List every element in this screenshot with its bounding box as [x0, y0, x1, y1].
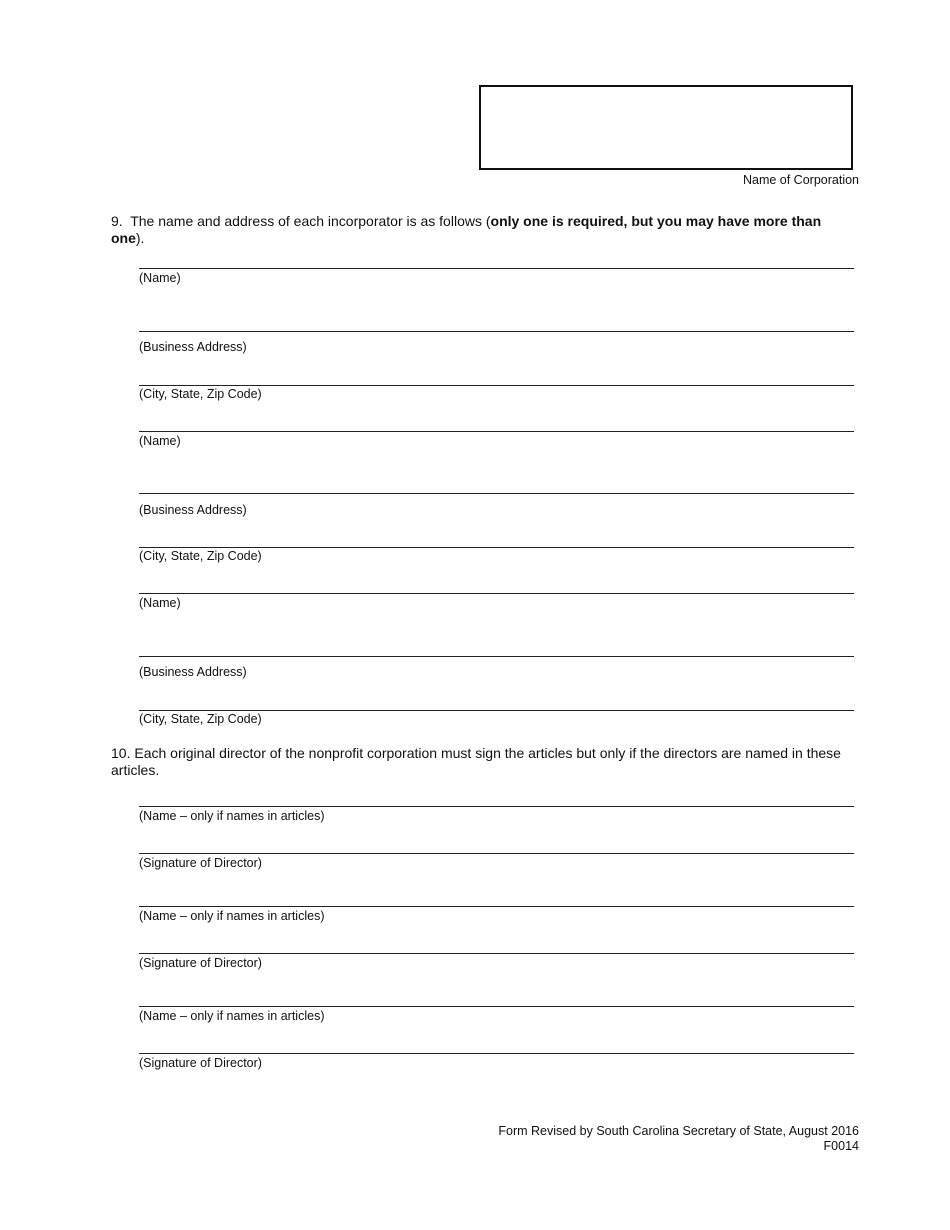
director-2-name-line[interactable]	[139, 906, 854, 907]
incorporator-2-city-line[interactable]	[139, 547, 854, 548]
director-3-signature-label: (Signature of Director)	[139, 1056, 262, 1070]
director-1-signature-line[interactable]	[139, 853, 854, 854]
section-9-instructions	[111, 213, 851, 247]
incorporator-1-city-label: (City, State, Zip Code)	[139, 387, 262, 401]
incorporator-1-name-label: (Name)	[139, 271, 181, 285]
form-footer	[498, 1124, 859, 1154]
section-10-instructions: 10. Each original director of the nonprofit corporation must sign the articles but only if the directors are named in these articles.	[111, 745, 841, 778]
incorporator-2-name-line[interactable]	[139, 431, 854, 432]
director-2-signature-label: (Signature of Director)	[139, 956, 262, 970]
incorporator-3-name-line[interactable]	[139, 593, 854, 594]
incorporator-3-address-line[interactable]	[139, 656, 854, 657]
section-9-bold-text: only one is required, but you may have more than one	[111, 213, 822, 246]
incorporator-2-name-label: (Name)	[139, 434, 181, 448]
director-1-name-line[interactable]	[139, 806, 854, 807]
incorporator-1-city-line[interactable]	[139, 385, 854, 386]
incorporator-1-address-label: (Business Address)	[139, 340, 247, 354]
corporation-name-box[interactable]	[479, 85, 853, 170]
incorporator-3-name-label: (Name)	[139, 596, 181, 610]
corporation-name-label: Name of Corporation	[742, 173, 859, 187]
section-9-number: 9.	[111, 213, 123, 229]
director-3-signature-line[interactable]	[139, 1053, 854, 1054]
incorporator-3-address-label: (Business Address)	[139, 665, 247, 679]
incorporator-2-address-label: (Business Address)	[139, 503, 247, 517]
incorporator-2-city-label: (City, State, Zip Code)	[139, 549, 262, 563]
incorporator-3-city-label: (City, State, Zip Code)	[139, 712, 262, 726]
director-3-name-line[interactable]	[139, 1006, 854, 1007]
section-9-text: The name and address of each incorporator is as follows (	[130, 213, 491, 229]
section-9-text-end: ).	[135, 230, 145, 246]
incorporator-2-address-line[interactable]	[139, 493, 854, 494]
director-1-signature-label: (Signature of Director)	[139, 856, 262, 870]
director-2-signature-line[interactable]	[139, 953, 854, 954]
director-2-name-label: (Name – only if names in articles)	[139, 909, 325, 923]
revision-note: Form Revised by South Carolina Secretary of State, August 2016	[498, 1124, 859, 1138]
form-code: F0014	[823, 1139, 859, 1153]
director-3-name-label: (Name – only if names in articles)	[139, 1009, 325, 1023]
incorporator-1-name-line[interactable]	[139, 268, 854, 269]
director-1-name-label: (Name – only if names in articles)	[139, 809, 325, 823]
incorporator-1-address-line[interactable]	[139, 331, 854, 332]
incorporator-3-city-line[interactable]	[139, 710, 854, 711]
